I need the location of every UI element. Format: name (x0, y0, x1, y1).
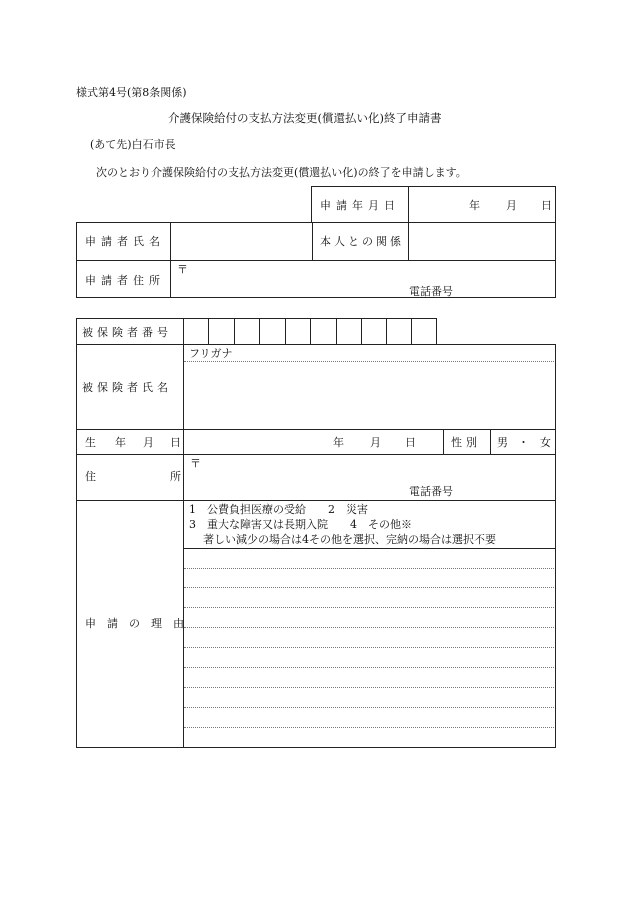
addressee: (あて先)白石市長 (90, 138, 176, 151)
applicant-address-label: 申請者住所 (85, 274, 165, 287)
sex-label: 性別 (451, 436, 481, 449)
insured-address-label-2: 所 (170, 470, 181, 483)
application-date-label: 申請年月日 (320, 199, 400, 212)
reason-option-line-1: 1 公費負担医療の受給 2 災害 (189, 503, 368, 516)
birth-label-1: 生 (85, 436, 96, 449)
date-month: 月 (506, 199, 517, 212)
relation-label: 本人との関係 (320, 235, 404, 248)
applicant-name-label: 申請者氏名 (85, 235, 165, 248)
birth-day: 日 (405, 436, 416, 449)
birth-date-field[interactable] (184, 430, 442, 453)
insured-number-row (76, 318, 437, 345)
insured-postal-mark: 〒 (190, 457, 201, 470)
furigana-label: フリガナ (189, 347, 233, 360)
applicant-postal-mark: 〒 (177, 263, 188, 276)
insured-table (76, 318, 556, 748)
insured-address-label-1: 住 (85, 470, 96, 483)
reason-label: 申請の理由 (85, 617, 195, 630)
applicant-address-field[interactable] (171, 261, 555, 297)
sex-male-option[interactable]: 男 (497, 436, 508, 449)
birth-label-4: 日 (170, 436, 181, 449)
birth-year: 年 (333, 436, 344, 449)
applicant-name-field[interactable] (171, 224, 311, 259)
page-title: 介護保険給付の支払方法変更(償還払い化)終了申請書 (168, 111, 442, 125)
form-number: 様式第4号(第8条関係) (76, 86, 187, 99)
applicant-table (76, 186, 556, 298)
insured-name-field[interactable] (184, 362, 555, 428)
applicant-phone-label: 電話番号 (409, 285, 453, 298)
insured-number-field[interactable] (184, 320, 437, 344)
insured-number-label: 被保険者番号 (82, 326, 172, 339)
insured-name-label: 被保険者氏名 (82, 381, 172, 394)
application-date-row (311, 186, 556, 223)
birth-label-2: 年 (115, 436, 126, 449)
intro-text: 次のとおり介護保険給付の支払方法変更(償還払い化)の終了を申請します。 (96, 166, 467, 179)
furigana-field[interactable] (184, 346, 555, 361)
reason-option-line-2: 3 重大な障害又は長期入院 4 その他※ (189, 518, 412, 531)
birth-month: 月 (370, 436, 381, 449)
date-year: 年 (469, 199, 480, 212)
reason-text-area[interactable] (184, 549, 555, 747)
insured-phone-label: 電話番号 (409, 485, 453, 498)
application-date-field[interactable] (409, 188, 555, 222)
reason-note: 著しい減少の場合は4その他を選択、完納の場合は選択不要 (203, 533, 496, 546)
insured-address-field[interactable] (184, 455, 555, 499)
sex-separator: ・ (518, 436, 529, 449)
applicant-body (76, 222, 556, 298)
relation-field[interactable] (409, 224, 555, 259)
insured-body (76, 344, 556, 748)
sex-female-option[interactable]: 女 (540, 436, 551, 449)
birth-label-3: 月 (143, 436, 154, 449)
date-day: 日 (541, 199, 552, 212)
